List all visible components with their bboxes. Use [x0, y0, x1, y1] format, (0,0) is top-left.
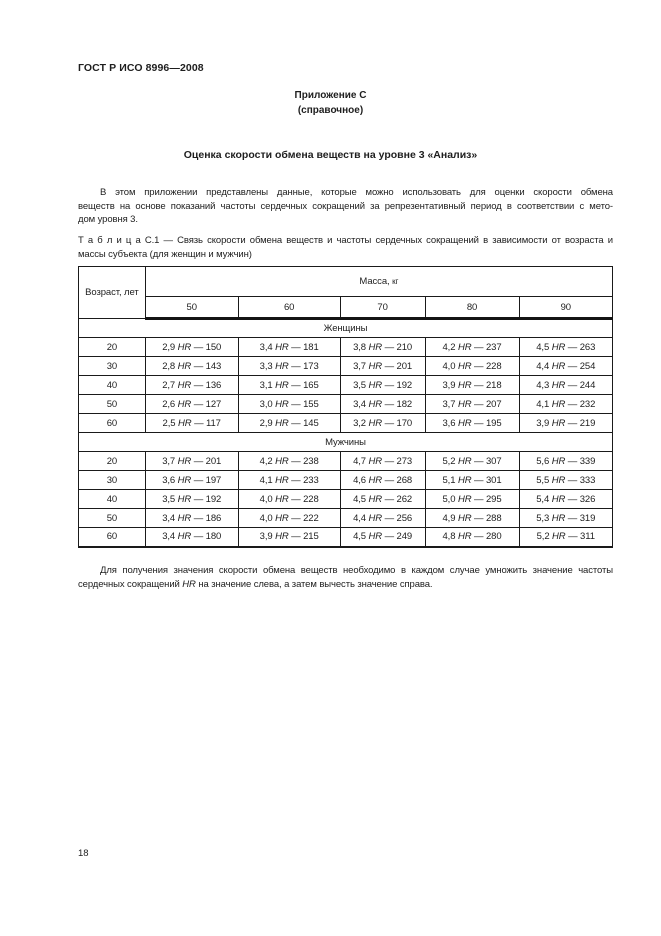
section-label: Женщины [79, 319, 613, 338]
table-row [79, 452, 613, 471]
mass-label: Масса, [359, 276, 390, 287]
formula-cell: 3,9 HR — 218 [425, 376, 519, 395]
formula-cell: 4,0 HR — 228 [425, 357, 519, 376]
mass-value-header: 80 [425, 297, 519, 319]
formula-cell: 3,9 HR — 215 [238, 528, 340, 547]
formula-cell: 4,4 HR — 256 [340, 509, 425, 528]
intro-paragraph [78, 186, 613, 227]
table-row [79, 338, 613, 357]
formula-cell: 4,2 HR — 238 [238, 452, 340, 471]
age-cell: 40 [79, 376, 146, 395]
age-cell: 40 [79, 490, 146, 509]
table-body [79, 319, 613, 547]
formula-cell: 3,8 HR — 210 [340, 338, 425, 357]
appendix-note: (справочное) [297, 104, 364, 116]
formula-cell: 3,6 HR — 197 [145, 471, 238, 490]
formula-cell: 3,4 HR — 180 [145, 528, 238, 547]
formula-cell: 5,2 HR — 311 [519, 528, 613, 547]
age-cell: 50 [79, 395, 146, 414]
formula-cell: 5,3 HR — 319 [519, 509, 613, 528]
formula-cell: 4,1 HR — 233 [238, 471, 340, 490]
formula-cell: 3,5 HR — 192 [340, 376, 425, 395]
age-cell: 30 [79, 357, 146, 376]
formula-cell: 5,0 HR — 295 [425, 490, 519, 509]
age-cell: 60 [79, 528, 146, 547]
age-cell: 20 [79, 452, 146, 471]
age-cell: 60 [79, 414, 146, 433]
table-row [79, 471, 613, 490]
formula-cell: 4,5 HR — 263 [519, 338, 613, 357]
closing-paragraph [78, 564, 613, 591]
table-row [79, 490, 613, 509]
formula-cell: 2,7 HR — 136 [145, 376, 238, 395]
formula-cell: 4,9 HR — 288 [425, 509, 519, 528]
formula-cell: 3,9 HR — 219 [519, 414, 613, 433]
formula-cell: 4,4 HR — 254 [519, 357, 613, 376]
doc-code: ГОСТ Р ИСО 8996—2008 [78, 62, 204, 74]
mass-value-header: 60 [238, 297, 340, 319]
table-row [79, 414, 613, 433]
formula-cell: 3,2 HR — 170 [340, 414, 425, 433]
formula-cell: 4,8 HR — 280 [425, 528, 519, 547]
formula-cell: 3,7 HR — 207 [425, 395, 519, 414]
age-cell: 20 [79, 338, 146, 357]
formula-cell: 4,2 HR — 237 [425, 338, 519, 357]
table-caption [78, 234, 613, 261]
mass-value-header: 70 [340, 297, 425, 319]
formula-cell: 4,0 HR — 222 [238, 509, 340, 528]
table-header-row [79, 267, 613, 297]
mass-unit: кг [392, 277, 399, 286]
formula-cell: 2,5 HR — 117 [145, 414, 238, 433]
page-number: 18 [78, 848, 89, 859]
formula-cell: 3,5 HR — 192 [145, 490, 238, 509]
table-row [79, 376, 613, 395]
table-subheader-row [79, 297, 613, 319]
formula-cell: 5,2 HR — 307 [425, 452, 519, 471]
formula-cell: 3,6 HR — 195 [425, 414, 519, 433]
formula-cell: 4,5 HR — 262 [340, 490, 425, 509]
formula-cell: 3,3 HR — 173 [238, 357, 340, 376]
section-title: Оценка скорости обмена веществ на уровне 3 «Анализ» [183, 149, 478, 161]
section-label: Мужчины [79, 433, 613, 452]
table-section-row [79, 433, 613, 452]
mass-column-header [145, 267, 612, 297]
formula-cell: 5,6 HR — 339 [519, 452, 613, 471]
formula-cell: 3,1 HR — 165 [238, 376, 340, 395]
caption-line: Т а б л и ц а С.1 — Связь скорости обмена веществ и частоты сердечных сокращений в зависимости от возраста и [78, 235, 613, 246]
formula-cell: 3,4 HR — 186 [145, 509, 238, 528]
formula-cell: 5,4 HR — 326 [519, 490, 613, 509]
formula-cell: 4,3 HR — 244 [519, 376, 613, 395]
appendix-heading [0, 89, 661, 118]
formula-cell: 4,5 HR — 249 [340, 528, 425, 547]
table-row [79, 528, 613, 547]
formula-cell: 2,6 HR — 127 [145, 395, 238, 414]
mass-value-header: 50 [145, 297, 238, 319]
formula-cell: 4,1 HR — 232 [519, 395, 613, 414]
paragraph-line: веществ на основе показаний частоты сердечных сокращений за репрезентативный период в соответствии с мето- [78, 200, 613, 212]
formula-cell: 3,0 HR — 155 [238, 395, 340, 414]
appendix-title: Приложение С [294, 90, 367, 101]
metabolic-rate-table [78, 266, 613, 548]
formula-cell: 2,8 HR — 143 [145, 357, 238, 376]
table-row [79, 395, 613, 414]
paragraph-line: В этом приложении представлены данные, которые можно использовать для оценки скорости обмена [100, 187, 613, 198]
age-cell: 50 [79, 509, 146, 528]
formula-cell: 3,7 HR — 201 [340, 357, 425, 376]
formula-cell: 5,5 HR — 333 [519, 471, 613, 490]
age-cell: 30 [79, 471, 146, 490]
paragraph-line: сердечных сокращений HR на значение слева, а затем вычесть значение справа. [78, 578, 433, 590]
formula-cell: 5,1 HR — 301 [425, 471, 519, 490]
formula-cell: 4,6 HR — 268 [340, 471, 425, 490]
table-row [79, 509, 613, 528]
formula-cell: 4,7 HR — 273 [340, 452, 425, 471]
caption-line: массы субъекта (для женщин и мужчин) [78, 248, 252, 260]
formula-cell: 3,4 HR — 181 [238, 338, 340, 357]
table-section-row [79, 319, 613, 338]
formula-cell: 3,4 HR — 182 [340, 395, 425, 414]
paragraph-line: Для получения значения скорости обмена веществ необходимо в каждом случае умножить значение частоты [100, 565, 613, 576]
formula-cell: 3,7 HR — 201 [145, 452, 238, 471]
formula-cell: 2,9 HR — 145 [238, 414, 340, 433]
age-column-header: Возраст, лет [79, 267, 146, 319]
mass-value-header: 90 [519, 297, 613, 319]
table-row [79, 357, 613, 376]
paragraph-line: дом уровня 3. [78, 214, 138, 225]
formula-cell: 2,9 HR — 150 [145, 338, 238, 357]
formula-cell: 4,0 HR — 228 [238, 490, 340, 509]
